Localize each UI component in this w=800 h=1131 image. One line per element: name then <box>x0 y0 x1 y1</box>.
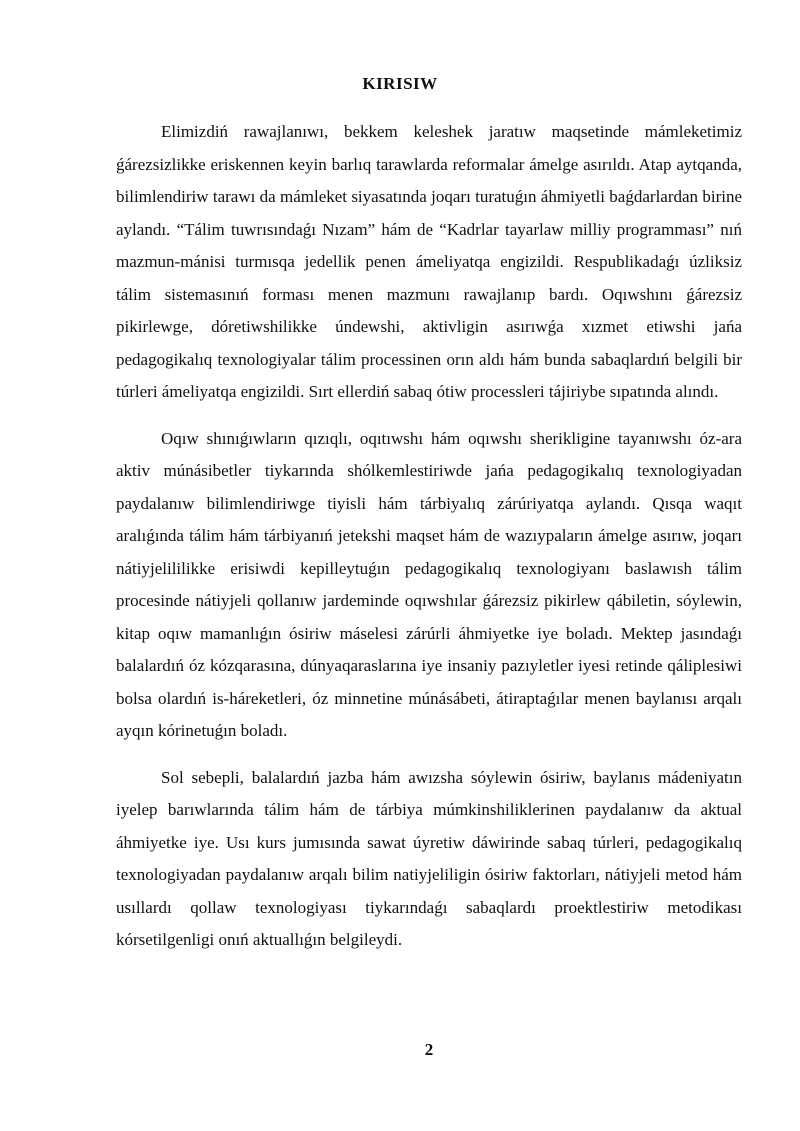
paragraph-2: Oqıw shınıǵıwların qızıqlı, oqıtıwshı hám oqıwshı sherikligine tayanıwshı óz-ara aktiv múnásibetler tiykarında shólkemlestiriwde jańa pedagogikalıq texnologiyadan paydalanıw bilimlendiriwge tiyisli hám tárbiyalıq zárúriyatqa aylandı. Qısqa waqıt aralıǵında tálim hám tárbiyanıń jetekshi maqset hám de wazıypaların ámelge asırıw, joqarı nátiyjelililikke erisiwdi kepilleytuǵın pedagogikalıq texnologiyanı baslawısh tálim procesinde nátiyjeli qollanıw jardeminde oqıwshılar ǵárezsiz pikirlew qábiletin, sóylewin, kitap oqıw mamanlıǵın ósiriw máselesi zárúrli áhmiyetke iye boladı. Mektep jasındaǵı balalardıń óz kózqarasına, dúnyaqaraslarına iye insaniy pazıyletler iyesi retinde qáliplesiwi bolsa olardıń is-háreketleri, óz minnetine múnásábeti, átiraptaǵılar menen baylanısı arqalı ayqın kórinetuǵın boladı. <box>116 428 742 740</box>
page-title: KIRISIW <box>362 74 438 93</box>
page-number: 2 <box>424 1040 434 1059</box>
paragraph-1: Elimizdiń rawajlanıwı, bekkem keleshek jaratıw maqsetinde mámleketimiz ǵárezsizlikke eriskennen keyin barlıq tarawlarda reformalar ámelge asırıldı. Atap aytqanda, bilimlendiriw tarawı da mámleket siyasatında joqarı turatuǵın áhmiyetli baǵdarlardan birine aylandı. “Tálim tuwrısındaǵı Nızam” hám de “Kadrlar tayarlaw milliy programması” nıń mazmun-mánisi turmısqa jedellik penen ámeliyatqa engizildi. Respublikadaǵı úzliksiz tálim sistemasınıń forması menen mazmunı rawajlanıp bardı. Oqıwshını ǵárezsiz pikirlewge, dóretiwshilikke úndewshi, aktivligin asırıwǵa xızmet etiwshi jańa pedagogikalıq texnologiyalar tálim processinen orın aldı hám bunda sabaqlardıń belgili bir túrleri ámeliyatqa engizildi. Sırt ellerdiń sabaq ótiw processleri tájiriybe sıpatında alındı. <box>116 122 742 401</box>
paragraph-3: Sol sebepli, balalardıń jazba hám awızsha sóylewin ósiriw, baylanıs mádeniyatın iyelep barıwlarında tálim hám de tárbiya múmkinshiliklerinen paydalanıw da aktual áhmiyetke iye. Usı kurs jumısında sawat úyretiw dáwirinde sabaq túrleri, pedagogikalıq texnologiyadan paydalanıw arqalı bilim natiyjeliligin ósiriw faktorları, nátiyjeli metod hám usıllardı qollaw texnologiyası tiykarındaǵı sabaqlardı proektlestiriw metodikası kórsetilgenligi onıń aktuallıǵın belgileydi. <box>116 767 742 949</box>
document-body <box>116 116 742 957</box>
